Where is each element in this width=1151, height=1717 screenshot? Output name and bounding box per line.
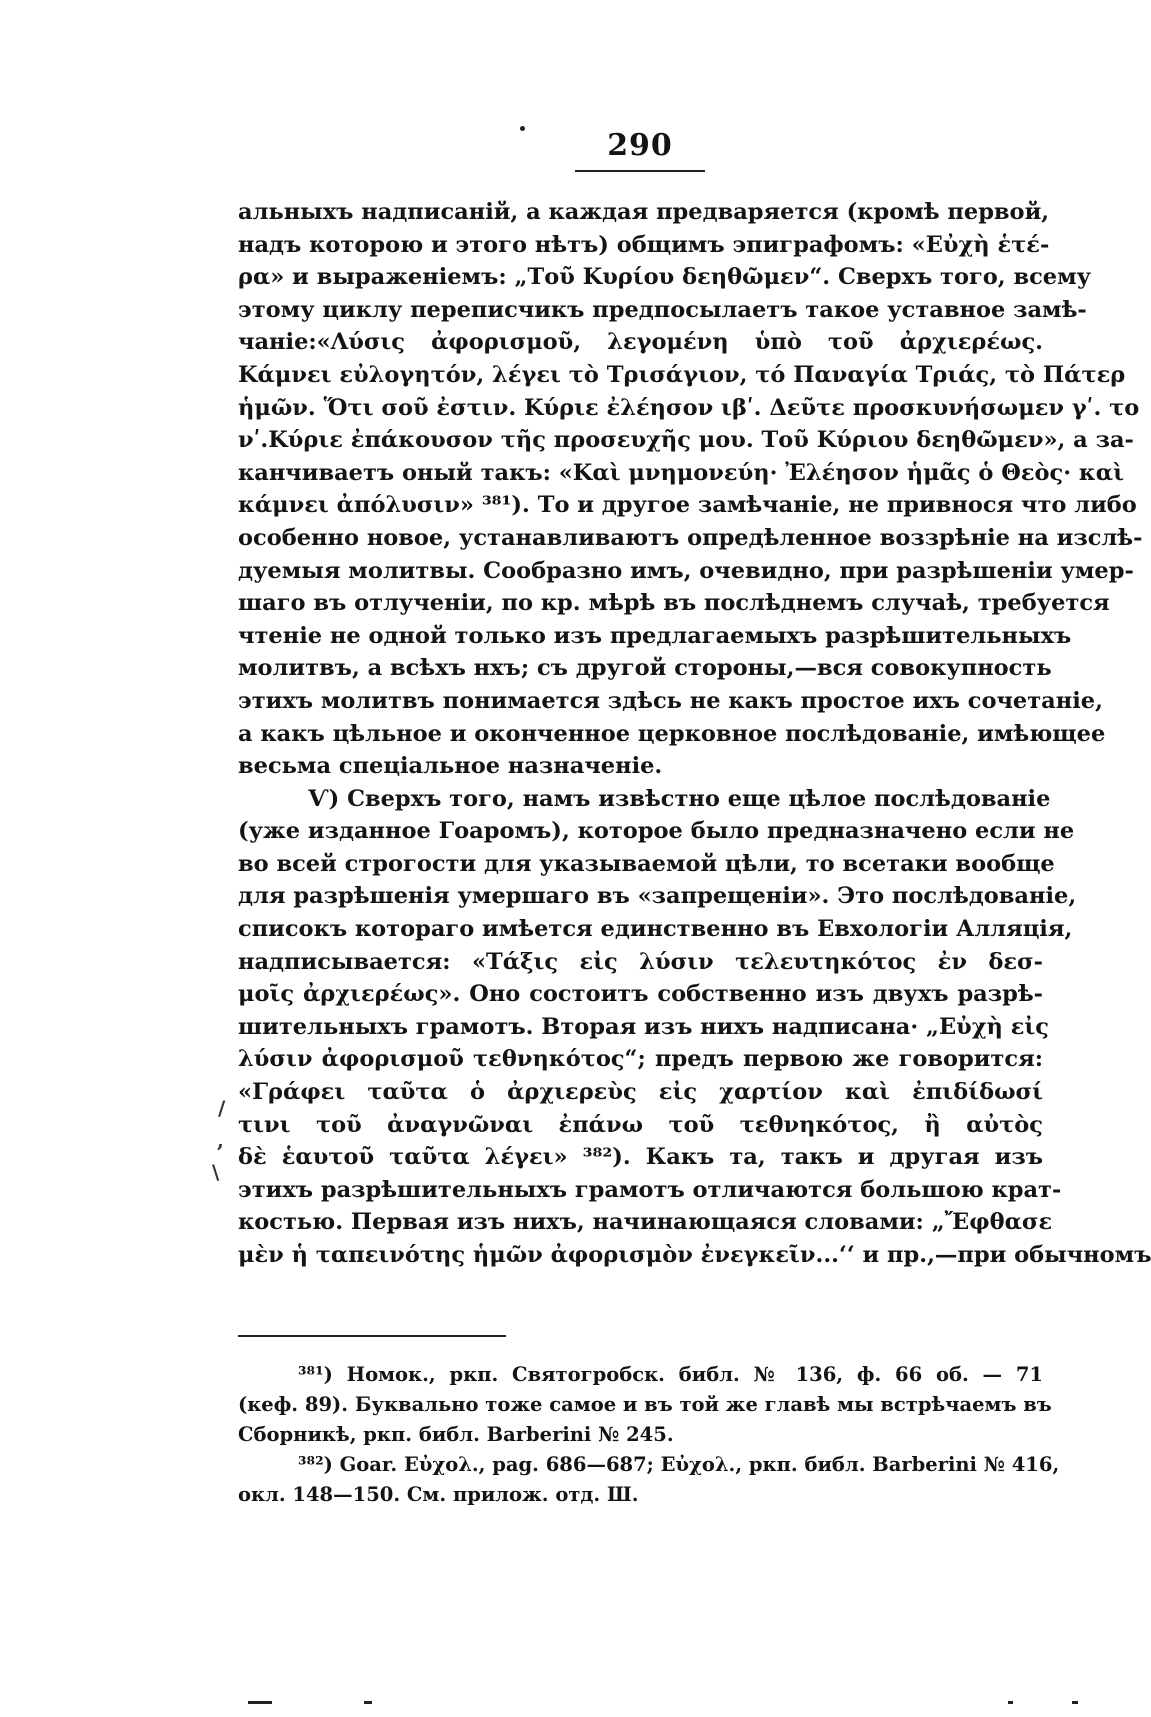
page-number: 290 [607,128,673,163]
text-line: Κάμνει εὐλογητόν, λέγει τὸ Τρισάγιον, τό Παναγία Τριάς, τὸ Πάτερ [238,361,1126,388]
margin-mark: , [217,1128,224,1152]
text-line: костью. Первая изъ нихъ, начинающаяся словами: „Ἔφθασε [238,1209,1053,1236]
text-line: Ѵ) Сверхъ того, намъ извѣстно еще цѣлое послѣдованіе [308,785,1051,812]
bottom-scan-mark [248,1701,272,1704]
text-line: альныхъ надписаній, а каждая предваряется (кромѣ первой, [238,199,1050,225]
margin-mark: \ [212,1160,220,1184]
text-line: для разрѣшенія умершаго въ «запрещеніи». Это послѣдованіе, [238,883,1077,910]
margin-mark: / [218,1096,226,1120]
text-line: весьма спеціальное назначеніе. [238,753,663,780]
bottom-scan-mark [1072,1701,1078,1704]
text-line: канчиваетъ оный такъ: «Καὶ μνημονεύη· Ἐλέησον ἡμᾶς ὁ Θεὸς· καὶ [238,459,1124,486]
footnote-line: Сборникѣ, ркп. библ. Barberini № 245. [238,1423,674,1446]
footnote-line: ³⁸²) Goar. Εὐχολ., pag. 686—687; Εὐχολ., ркп. библ. Barberini № 416, [298,1453,1060,1476]
text-line: шаго въ отлученіи, по кр. мѣрѣ въ послѣднемъ случаѣ, требуется [238,590,1110,617]
text-line: надъ которою и этого нѣтъ) общимъ эпиграфомъ: «Εὐχὴ ἑτέ- [238,231,1050,258]
text-line: дуемыя молитвы. Сообразно имъ, очевидно, при разрѣшеніи умер- [238,557,1134,584]
text-line: этихъ разрѣшительныхъ грамотъ отличаются большою крат- [238,1176,1062,1203]
text-line: а какъ цѣльное и оконченное церковное послѣдованіе, имѣющее [238,720,1106,747]
text-line: списокъ котораго имѣется единственно въ Евхологіи Алляція, [238,916,1073,943]
text-line: шительныхъ грамотъ. Вторая изъ нихъ надписана· „Εὐχὴ εἰς [238,1013,1049,1040]
text-line: (уже изданное Гоаромъ), которое было предназначено если не [238,818,1075,845]
footnote-rule [238,1335,506,1337]
text-line: этихъ молитвъ понимается здѣсь не какъ простое ихъ сочетаніе, [238,687,1103,714]
text-line: μοῖς ἀρχιερέως». Оно состоитъ собственно изъ двухъ разрѣ- [238,981,1043,1008]
text-line: во всей строгости для указываемой цѣли, то всетаки вообще [238,850,1055,877]
footnotes [238,1360,1060,1510]
text-line: «Γράφει ταῦτα ὁ ἀρχιερεὺς εἰς χαρτίον καὶ ἐπιδίδωσί [238,1079,1043,1106]
main-text [238,196,1151,1272]
text-line: δὲ ἑαυτοῦ ταῦτα λέγει» ³⁸²). Какъ та, такъ и другая изъ [238,1144,1043,1171]
text-line: надписывается: «Τάξις εἰς λύσιν τελευτηκότος ἐν δεσ- [238,948,1043,975]
bottom-scan-mark [1008,1701,1013,1704]
text-line: λύσιν ἀφορισμοῦ τεθνηκότος“; предъ первою же говорится: [238,1046,1043,1073]
footnote-line: ³⁸¹) Номок., ркп. Святогробск. библ. № 136, ф. 66 об. — 71 [298,1363,1043,1386]
text-line: τινι τοῦ ἀναγνῶναι ἐπάνω τοῦ τεθνηκότος, ἢ αὐτὸς [238,1111,1043,1138]
text-line: этому циклу переписчикъ предпосылаетъ такое уставное замѣ- [238,296,1087,323]
text-line: ἡμῶν. Ὅτι σοῦ ἐστιν. Κύριε ἐλέησον ιβʹ. Δεῦτε προσκυνήσωμεν γʹ. το [238,394,1140,421]
footnote-line: окл. 148—150. См. прилож. отд. Ш. [238,1483,639,1506]
text-line: особенно новое, устанавливаютъ опредѣленное воззрѣніе на изслѣ- [238,524,1143,551]
page-dot [520,126,525,131]
text-line: μὲν ἡ ταπεινότης ἡμῶν ἀφορισμὸν ἐνεγκεῖν...‘‘ и пр.,—при обычномъ [238,1242,1151,1268]
text-line: чтеніе не одной только изъ предлагаемыхъ разрѣшительныхъ [238,622,1072,649]
text-line: κάμνει ἀπόλυσιν» ³⁸¹). То и другое замѣчаніе, не привнося что либо [238,492,1137,519]
bottom-scan-mark [364,1701,372,1704]
text-line: ρα» и выраженіемъ: „Τοῦ Κυρίου δεηθῶμεν“. Сверхъ того, всему [238,264,1092,291]
page-number-rule [575,170,705,172]
text-line: νʹ.Κύριε ἐπάκουσον τῆς προσευχῆς μου. Τοῦ Κύριου δεηθῶμεν», а за- [238,427,1134,454]
text-line: молитвъ, а всѣхъ нхъ; съ другой стороны,—вся совокупность [238,655,1052,682]
text-line: чаніе:«Λύσις ἀφορισμοῦ, λεγομένη ὑπὸ τοῦ ἀρχιερέως. [238,329,1043,356]
footnote-line: (кеф. 89). Буквально тоже самое и въ той же главѣ мы встрѣчаемъ въ [238,1393,1052,1416]
